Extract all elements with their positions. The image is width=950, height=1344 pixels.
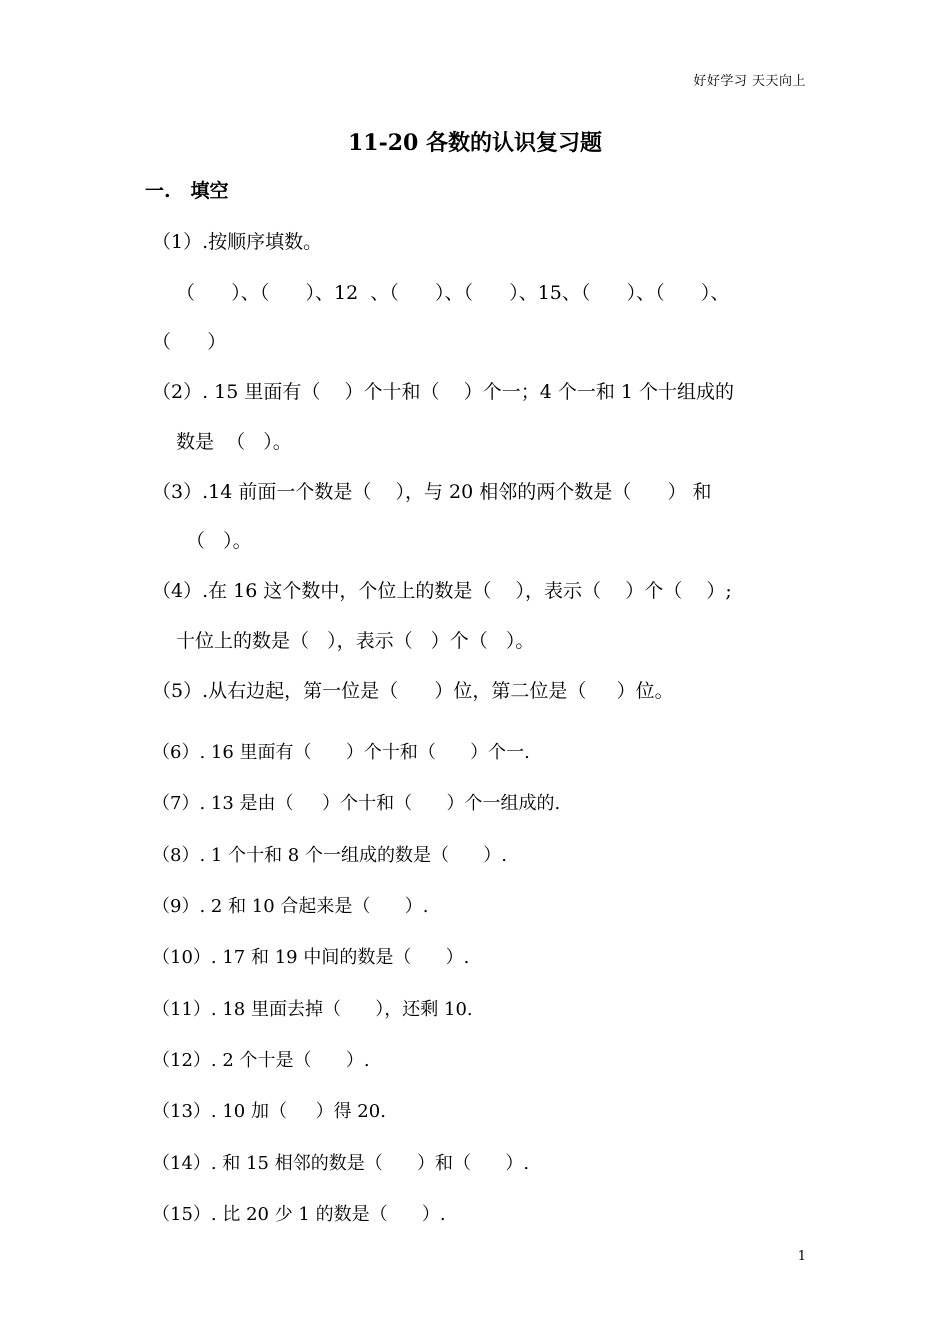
- question-11: （11）. 18 里面去掉（ ），还剩 10.: [152, 999, 473, 1020]
- question-1-prompt: （1）.按顺序填数。: [152, 231, 323, 253]
- question-12: （12）. 2 个十是（ ）.: [152, 1050, 370, 1071]
- question-10: （10）. 17 和 19 中间的数是（ ）.: [152, 947, 470, 968]
- question-7: （7）. 13 是由（ ）个十和（ ）个一组成的.: [152, 793, 561, 814]
- question-2-line-1: （2）. 15 里面有（ ）个十和（ ）个一；4 个一和 1 个十组成的: [152, 381, 734, 403]
- question-3-line-2: （ ）。: [186, 530, 252, 552]
- question-15: （15）. 比 20 少 1 的数是（ ）.: [152, 1204, 446, 1225]
- section-heading: 一. 填空: [145, 180, 229, 202]
- question-8: （8）. 1 个十和 8 个一组成的数是（ ）.: [152, 845, 508, 866]
- page-number: 1: [797, 1249, 806, 1264]
- question-4-line-2: 十位上的数是（ ），表示（ ）个（ ）。: [176, 630, 535, 652]
- document-title: 11-20 各数的认识复习题: [347, 130, 603, 156]
- question-14: （14）. 和 15 相邻的数是（ ）和（ ）.: [152, 1153, 530, 1174]
- question-5: （5）.从右边起，第一位是（ ）位，第二位是（ ）位。: [152, 680, 674, 702]
- question-4-line-1: （4）.在 16 这个数中，个位上的数是（ ），表示（ ）个（ ）;: [152, 580, 732, 602]
- question-13: （13）. 10 加（ ）得 20.: [152, 1101, 386, 1122]
- question-1-sequence: （ ）、（ ）、12 、（ ）、（ ）、15、（ ）、（ ）、: [176, 282, 730, 304]
- header-motto: 好好学习 天天向上: [693, 74, 806, 89]
- question-1-sequence-tail: （ ）: [152, 331, 227, 353]
- question-2-line-2: 数是 （ ）。: [176, 431, 292, 453]
- question-6: （6）. 16 里面有（ ）个十和（ ）个一.: [152, 742, 530, 763]
- question-3-line-1: （3）.14 前面一个数是（ ），与 20 相邻的两个数是（ ） 和: [152, 481, 712, 503]
- question-9: （9）. 2 和 10 合起来是（ ）.: [152, 896, 429, 917]
